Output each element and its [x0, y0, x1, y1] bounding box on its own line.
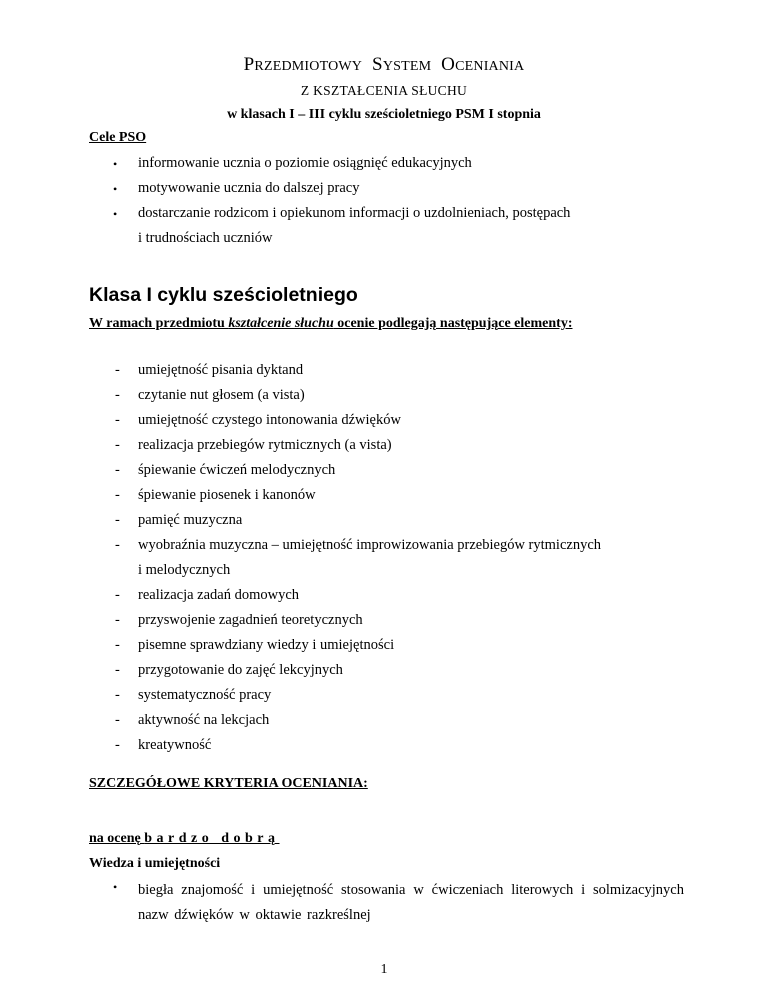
dash-marker: -: [115, 512, 120, 528]
section-intro: W ramach przedmiotu kształcenie słuchu ocenie podlegają następujące elementy:: [89, 316, 573, 331]
document-subtitle: Z KSZTAŁCENIA SŁUCHU: [300, 83, 468, 98]
grade-name: bardzo dobrą: [144, 831, 280, 846]
dash-marker: -: [115, 587, 120, 603]
element-item: umiejętność czystego intonowania dźwięków: [138, 412, 401, 428]
element-item: wyobraźnia muzyczna – umiejętność improwizowania przebiegów rytmicznych: [138, 537, 602, 553]
dash-marker: -: [115, 487, 120, 503]
dash-marker: -: [115, 537, 120, 553]
section-heading: Klasa I cyklu sześcioletniego: [89, 284, 358, 306]
element-item: umiejętność pisania dyktand: [138, 362, 304, 378]
bullet-icon: •: [113, 207, 118, 221]
goal-item: dostarczanie rodzicom i opiekunom informacji o uzdolnieniach, postępach: [138, 205, 571, 221]
element-item: śpiewanie piosenek i kanonów: [138, 487, 316, 503]
bullet-icon: •: [113, 157, 118, 171]
knowledge-label: Wiedza i umiejętności: [89, 856, 221, 871]
goal-item: informowanie ucznia o poziomie osiągnięć edukacyjnych: [138, 155, 472, 171]
dash-marker: -: [115, 462, 120, 478]
element-item: systematyczność pracy: [138, 687, 272, 703]
element-item: pisemne sprawdziany wiedzy i umiejętności: [138, 637, 395, 653]
criteria-heading: SZCZEGÓŁOWE KRYTERIA OCENIANIA:: [89, 776, 368, 791]
knowledge-item: biegła znajomość i umiejętność stosowania w ćwiczeniach literowych i solmizacyjnych nazw dźwięków w oktawie razkreślnej: [138, 882, 684, 923]
element-item: czytanie nut głosem (a vista): [138, 387, 305, 403]
dash-marker: -: [115, 687, 120, 703]
dash-marker: -: [115, 437, 120, 453]
goals-label: Cele PSO: [89, 130, 147, 145]
title-word-2: SYSTEM: [372, 54, 432, 75]
title-word-3: OCENIANIA: [441, 54, 525, 75]
element-item-continuation: i melodycznych: [138, 562, 231, 578]
bullet-icon: •: [113, 880, 118, 894]
goal-item: motywowanie ucznia do dalszej pracy: [138, 180, 360, 196]
dash-marker: -: [115, 737, 120, 753]
grade-heading: na ocenę bardzo dobrą: [89, 831, 280, 846]
element-item: pamięć muzyczna: [138, 512, 243, 528]
document-scope: w klasach I – III cyklu sześcioletniego PSM I stopnia: [227, 107, 541, 122]
dash-marker: -: [115, 612, 120, 628]
dash-marker: -: [115, 662, 120, 678]
dash-marker: -: [115, 362, 120, 378]
element-item: kreatywność: [138, 737, 212, 753]
element-item: śpiewanie ćwiczeń melodycznych: [138, 462, 336, 478]
page-number: 1: [380, 962, 388, 977]
element-item: przyswojenie zagadnień teoretycznych: [138, 612, 363, 628]
bullet-icon: •: [113, 182, 118, 196]
document-title: [0, 54, 768, 76]
dash-marker: -: [115, 387, 120, 403]
element-item: realizacja przebiegów rytmicznych (a vista): [138, 437, 392, 453]
subject-name: kształcenie słuchu: [228, 316, 334, 331]
dash-marker: -: [115, 412, 120, 428]
element-item: aktywność na lekcjach: [138, 712, 270, 728]
title-word-1: PRZEDMIOTOWY: [243, 54, 363, 75]
element-item: realizacja zadań domowych: [138, 587, 300, 603]
element-item: przygotowanie do zajęć lekcyjnych: [138, 662, 343, 678]
dash-marker: -: [115, 712, 120, 728]
dash-marker: -: [115, 637, 120, 653]
goal-item-continuation: i trudnościach uczniów: [138, 230, 273, 246]
